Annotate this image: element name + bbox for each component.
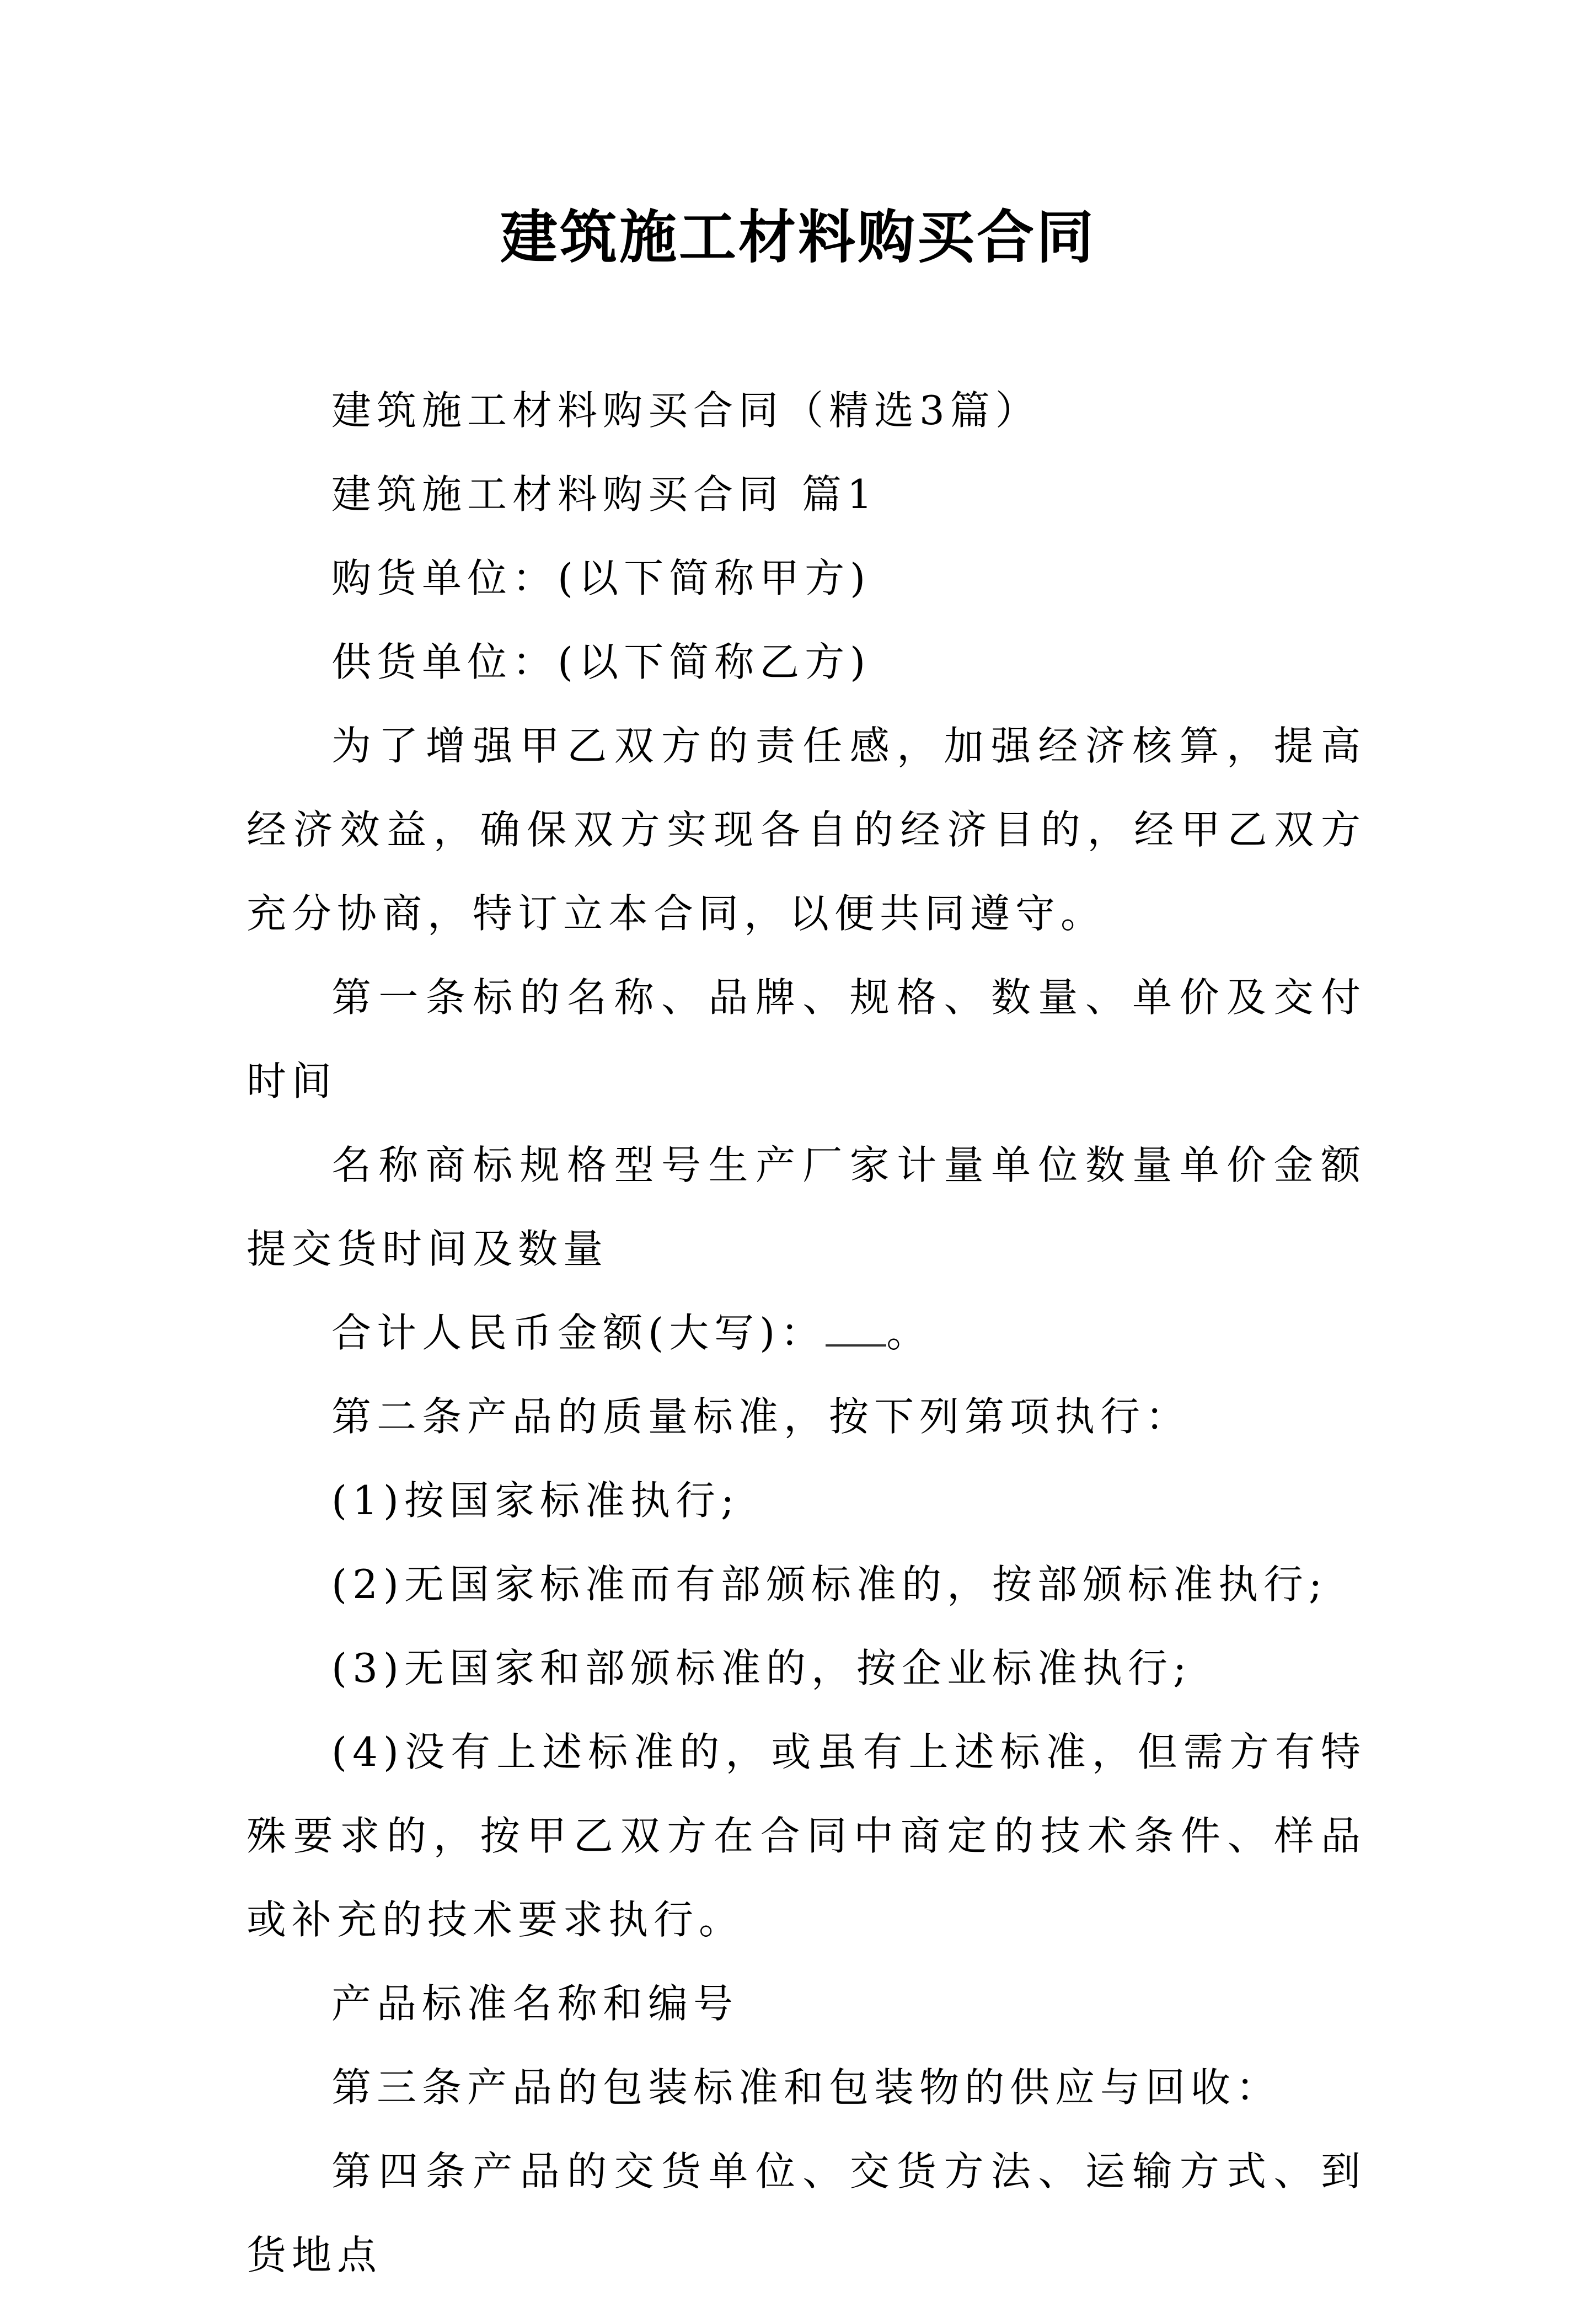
paragraph-article-2: 第二条产品的质量标准，按下列第项执行：	[331, 1393, 1191, 1440]
paragraph-preamble: 为了增强甲乙双方的责任感，加强经济核算，提高经济效益，确保双方实现各自的经济目的，经甲乙双方充分协商，特订立本合同，以便共同遵守。	[247, 723, 1366, 937]
paragraph-buyer: 购货单位：(以下简称甲方)	[331, 555, 871, 601]
paragraph-supplier: 供货单位：(以下简称乙方)	[331, 639, 871, 685]
amount-blank-line	[826, 1309, 886, 1347]
total-amount-label: 合计人民币金额(大写)：	[331, 1310, 826, 1356]
paragraph-article-1: 第一条标的名称、品牌、规格、数量、单价及交付时间	[247, 974, 1366, 1104]
total-amount-suffix: 。	[886, 1310, 932, 1356]
paragraph-item-3: (3)无国家和部颁标准的，按企业标准执行;	[331, 1645, 1192, 1691]
document-body	[247, 368, 1366, 2297]
paragraph-item-4: (4)没有上述标准的，或虽有上述标准，但需方有特殊要求的，按甲乙双方在合同中商定的技术条件、样品或补充的技术要求执行。	[247, 1729, 1366, 1943]
paragraph-article-3: 第三条产品的包装标准和包装物的供应与回收：	[331, 2064, 1282, 2111]
paragraph-section-heading: 建筑施工材料购买合同 篇1	[331, 471, 878, 517]
paragraph-item-2: (2)无国家标准而有部颁标准的，按部颁标准执行;	[331, 1561, 1328, 1607]
paragraph-total-amount	[247, 1291, 1366, 1375]
paragraph-item-1: (1)按国家标准执行;	[331, 1477, 740, 1524]
paragraph-standard-name: 产品标准名称和编号	[331, 1980, 739, 2027]
document-title: 建筑施工材料购买合同	[500, 203, 1096, 271]
paragraph-subtitle: 建筑施工材料购买合同（精选3篇）	[331, 387, 1041, 434]
paragraph-table-header: 名称商标规格型号生产厂家计量单位数量单价金额提交货时间及数量	[247, 1142, 1366, 1272]
paragraph-article-4: 第四条产品的交货单位、交货方法、运输方式、到货地点	[247, 2148, 1366, 2278]
